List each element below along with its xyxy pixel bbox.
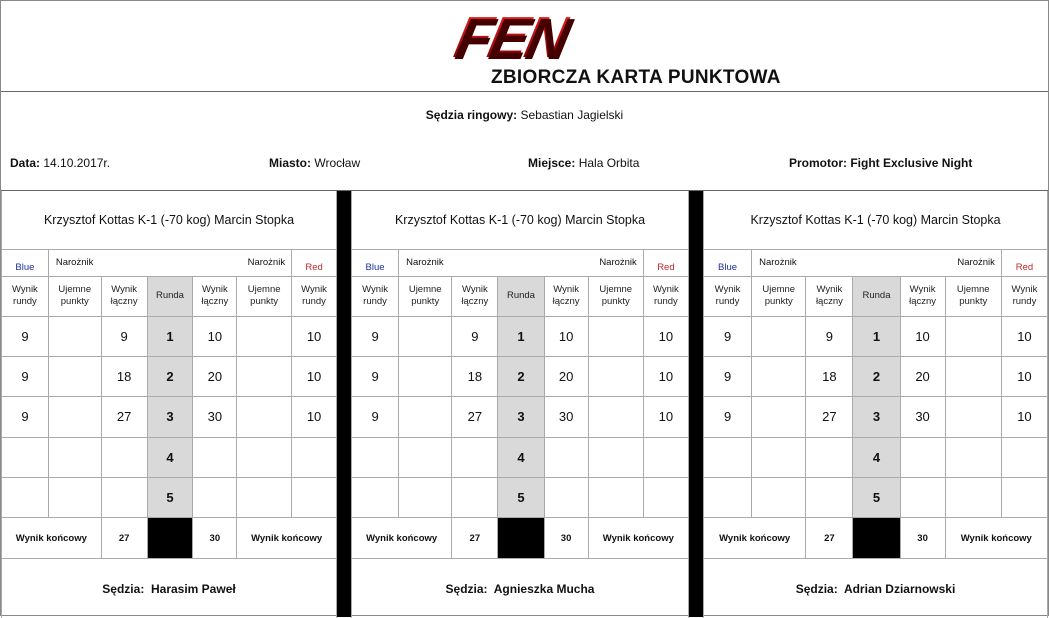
blue-corner-caption: Narożnik bbox=[759, 256, 797, 268]
corner-labels bbox=[399, 249, 644, 276]
final-red: 30 bbox=[193, 518, 237, 559]
blue-total: 9 bbox=[101, 316, 147, 356]
blue-round-score: 9 bbox=[352, 397, 399, 437]
col-header: Ujemne punkty bbox=[48, 276, 101, 316]
round-number: 4 bbox=[147, 437, 193, 477]
blue-total: 9 bbox=[452, 316, 498, 356]
blue-total bbox=[101, 437, 147, 477]
red-total: 10 bbox=[193, 316, 237, 356]
blue-round-score bbox=[704, 437, 752, 477]
red-total bbox=[900, 478, 945, 518]
red-total: 10 bbox=[900, 316, 945, 356]
sheet-header bbox=[1, 1, 1048, 92]
round-number: 3 bbox=[147, 397, 193, 437]
col-header: Wynik łączny bbox=[193, 276, 237, 316]
red-total: 30 bbox=[544, 397, 588, 437]
blue-round-score: 9 bbox=[704, 316, 752, 356]
round-number: 1 bbox=[853, 316, 900, 356]
final-label-blue: Wynik końcowy bbox=[2, 518, 102, 559]
red-total bbox=[900, 437, 945, 477]
blue-penalty bbox=[752, 478, 806, 518]
blue-corner-label: Blue bbox=[704, 249, 752, 276]
final-separator bbox=[853, 518, 900, 559]
red-round-score bbox=[1001, 478, 1047, 518]
blue-penalty bbox=[399, 316, 452, 356]
score-table bbox=[703, 191, 1048, 618]
blue-round-score bbox=[704, 478, 752, 518]
blue-penalty bbox=[399, 478, 452, 518]
blue-penalty bbox=[752, 397, 806, 437]
judge-cards bbox=[1, 191, 1048, 617]
round-number: 4 bbox=[853, 437, 900, 477]
fight-title: Krzysztof Kottas K-1 (-70 kog) Marcin Stopka bbox=[352, 191, 689, 249]
blue-total: 18 bbox=[806, 356, 853, 396]
col-header: Ujemne punkty bbox=[752, 276, 806, 316]
round-row bbox=[352, 437, 689, 477]
col-header: Wynik rundy bbox=[704, 276, 752, 316]
red-round-score bbox=[1001, 437, 1047, 477]
red-penalty bbox=[945, 356, 1001, 396]
blue-total bbox=[452, 478, 498, 518]
round-number: 5 bbox=[147, 478, 193, 518]
blue-round-score: 9 bbox=[2, 397, 49, 437]
round-row bbox=[2, 478, 337, 518]
blue-total bbox=[452, 437, 498, 477]
red-total bbox=[193, 478, 237, 518]
final-blue: 27 bbox=[806, 518, 853, 559]
round-row bbox=[352, 316, 689, 356]
round-number: 2 bbox=[853, 356, 900, 396]
col-header: Ujemne punkty bbox=[399, 276, 452, 316]
red-round-score: 10 bbox=[292, 316, 337, 356]
col-header: Runda bbox=[498, 276, 544, 316]
red-total bbox=[544, 437, 588, 477]
blue-penalty bbox=[752, 437, 806, 477]
red-round-score: 10 bbox=[643, 356, 688, 396]
ring-referee: Sędzia ringowy: Sebastian Jagielski bbox=[425, 108, 624, 122]
red-round-score: 10 bbox=[292, 397, 337, 437]
round-number: 5 bbox=[853, 478, 900, 518]
blue-round-score: 9 bbox=[2, 316, 49, 356]
red-corner-caption: Narożnik bbox=[247, 256, 286, 268]
blue-corner-label: Blue bbox=[2, 249, 49, 276]
col-header: Ujemne punkty bbox=[588, 276, 643, 316]
red-penalty bbox=[237, 356, 292, 396]
blue-round-score: 9 bbox=[704, 356, 752, 396]
final-label-blue: Wynik końcowy bbox=[352, 518, 452, 559]
red-penalty bbox=[588, 478, 643, 518]
blue-total: 27 bbox=[452, 397, 498, 437]
red-penalty bbox=[237, 397, 292, 437]
red-round-score: 10 bbox=[643, 316, 688, 356]
red-corner-caption: Narożnik bbox=[957, 256, 995, 268]
round-row bbox=[352, 397, 689, 437]
red-total: 10 bbox=[544, 316, 588, 356]
round-number: 3 bbox=[853, 397, 900, 437]
event-city: Miasto: Wrocław bbox=[269, 156, 361, 170]
blue-total bbox=[806, 437, 853, 477]
red-round-score bbox=[643, 478, 688, 518]
event-date: Data: 14.10.2017r. bbox=[10, 156, 111, 170]
round-row bbox=[2, 356, 337, 396]
final-separator bbox=[147, 518, 193, 559]
red-penalty bbox=[237, 316, 292, 356]
round-row bbox=[704, 397, 1048, 437]
final-red: 30 bbox=[900, 518, 945, 559]
final-label-red: Wynik końcowy bbox=[237, 518, 337, 559]
judge-card bbox=[1, 191, 337, 617]
col-header: Runda bbox=[853, 276, 900, 316]
sheet-title: ZBIORCZA KARTA PUNKTOWA bbox=[491, 67, 781, 88]
col-header: Wynik rundy bbox=[2, 276, 49, 316]
red-penalty bbox=[945, 397, 1001, 437]
round-number: 2 bbox=[498, 356, 544, 396]
blue-total: 18 bbox=[452, 356, 498, 396]
judge-name: Sędzia: Agnieszka Mucha bbox=[352, 559, 689, 618]
col-header: Runda bbox=[147, 276, 193, 316]
round-row bbox=[704, 356, 1048, 396]
red-round-score: 10 bbox=[1001, 316, 1047, 356]
red-penalty bbox=[588, 397, 643, 437]
judge-card bbox=[351, 191, 689, 617]
red-total: 20 bbox=[544, 356, 588, 396]
col-header: Wynik rundy bbox=[292, 276, 337, 316]
blue-round-score: 9 bbox=[352, 316, 399, 356]
red-total: 30 bbox=[193, 397, 237, 437]
col-header: Wynik łączny bbox=[452, 276, 498, 316]
red-total: 30 bbox=[900, 397, 945, 437]
blue-total: 18 bbox=[101, 356, 147, 396]
round-row bbox=[704, 316, 1048, 356]
red-round-score: 10 bbox=[1001, 397, 1047, 437]
final-label-red: Wynik końcowy bbox=[945, 518, 1047, 559]
red-corner-caption: Narożnik bbox=[599, 256, 637, 268]
red-total: 20 bbox=[900, 356, 945, 396]
blue-penalty bbox=[48, 316, 101, 356]
judge-card bbox=[703, 191, 1048, 617]
blue-corner-caption: Narożnik bbox=[406, 256, 444, 268]
round-number: 3 bbox=[498, 397, 544, 437]
judge-name: Sędzia: Harasim Paweł bbox=[2, 559, 337, 618]
blue-penalty bbox=[752, 356, 806, 396]
blue-total bbox=[806, 478, 853, 518]
col-header: Wynik rundy bbox=[352, 276, 399, 316]
round-number: 1 bbox=[498, 316, 544, 356]
score-table bbox=[1, 191, 337, 618]
corner-labels bbox=[752, 249, 1002, 276]
final-blue: 27 bbox=[452, 518, 498, 559]
red-penalty bbox=[945, 437, 1001, 477]
round-number: 2 bbox=[147, 356, 193, 396]
red-penalty bbox=[237, 478, 292, 518]
col-header: Wynik łączny bbox=[806, 276, 853, 316]
blue-round-score: 9 bbox=[2, 356, 49, 396]
red-round-score: 10 bbox=[292, 356, 337, 396]
red-corner-label: Red bbox=[1001, 249, 1047, 276]
blue-penalty bbox=[48, 437, 101, 477]
card-divider bbox=[337, 191, 351, 617]
final-blue: 27 bbox=[101, 518, 147, 559]
blue-round-score: 9 bbox=[352, 356, 399, 396]
red-penalty bbox=[588, 356, 643, 396]
blue-round-score bbox=[352, 437, 399, 477]
col-header: Wynik łączny bbox=[101, 276, 147, 316]
blue-penalty bbox=[399, 437, 452, 477]
final-red: 30 bbox=[544, 518, 588, 559]
blue-corner-label: Blue bbox=[352, 249, 399, 276]
red-round-score bbox=[292, 437, 337, 477]
red-round-score bbox=[643, 437, 688, 477]
fen-logo: FEN bbox=[449, 5, 574, 70]
final-label-red: Wynik końcowy bbox=[588, 518, 688, 559]
card-divider bbox=[689, 191, 703, 617]
red-round-score: 10 bbox=[643, 397, 688, 437]
red-total bbox=[544, 478, 588, 518]
blue-penalty bbox=[48, 356, 101, 396]
blue-total: 27 bbox=[806, 397, 853, 437]
blue-total: 27 bbox=[101, 397, 147, 437]
red-penalty bbox=[588, 316, 643, 356]
blue-penalty bbox=[752, 316, 806, 356]
round-row bbox=[2, 437, 337, 477]
red-total bbox=[193, 437, 237, 477]
final-label-blue: Wynik końcowy bbox=[704, 518, 806, 559]
event-venue: Miejsce: Hala Orbita bbox=[528, 156, 640, 170]
round-number: 5 bbox=[498, 478, 544, 518]
blue-total bbox=[101, 478, 147, 518]
judge-name: Sędzia: Adrian Dziarnowski bbox=[704, 559, 1048, 618]
col-header: Ujemne punkty bbox=[945, 276, 1001, 316]
blue-penalty bbox=[48, 397, 101, 437]
red-total: 20 bbox=[193, 356, 237, 396]
event-info bbox=[1, 92, 1048, 191]
corner-labels bbox=[48, 249, 291, 276]
fight-title: Krzysztof Kottas K-1 (-70 kog) Marcin Stopka bbox=[2, 191, 337, 249]
col-header: Ujemne punkty bbox=[237, 276, 292, 316]
fight-title: Krzysztof Kottas K-1 (-70 kog) Marcin Stopka bbox=[704, 191, 1048, 249]
blue-round-score bbox=[352, 478, 399, 518]
red-penalty bbox=[945, 478, 1001, 518]
red-round-score bbox=[292, 478, 337, 518]
col-header: Wynik łączny bbox=[900, 276, 945, 316]
red-penalty bbox=[237, 437, 292, 477]
round-row bbox=[2, 316, 337, 356]
col-header: Wynik łączny bbox=[544, 276, 588, 316]
round-number: 1 bbox=[147, 316, 193, 356]
red-corner-label: Red bbox=[292, 249, 337, 276]
col-header: Wynik rundy bbox=[643, 276, 688, 316]
blue-round-score bbox=[2, 437, 49, 477]
round-number: 4 bbox=[498, 437, 544, 477]
round-row bbox=[704, 437, 1048, 477]
event-promoter: Promotor: Fight Exclusive Night bbox=[789, 156, 973, 170]
round-row bbox=[352, 478, 689, 518]
red-corner-label: Red bbox=[643, 249, 688, 276]
blue-penalty bbox=[399, 356, 452, 396]
blue-penalty bbox=[48, 478, 101, 518]
score-table bbox=[351, 191, 689, 618]
round-row bbox=[704, 478, 1048, 518]
blue-round-score bbox=[2, 478, 49, 518]
blue-total: 9 bbox=[806, 316, 853, 356]
blue-penalty bbox=[399, 397, 452, 437]
col-header: Wynik rundy bbox=[1001, 276, 1047, 316]
round-row bbox=[352, 356, 689, 396]
red-penalty bbox=[945, 316, 1001, 356]
red-round-score: 10 bbox=[1001, 356, 1047, 396]
blue-corner-caption: Narożnik bbox=[55, 256, 94, 268]
blue-round-score: 9 bbox=[704, 397, 752, 437]
round-row bbox=[2, 397, 337, 437]
final-separator bbox=[498, 518, 544, 559]
red-penalty bbox=[588, 437, 643, 477]
